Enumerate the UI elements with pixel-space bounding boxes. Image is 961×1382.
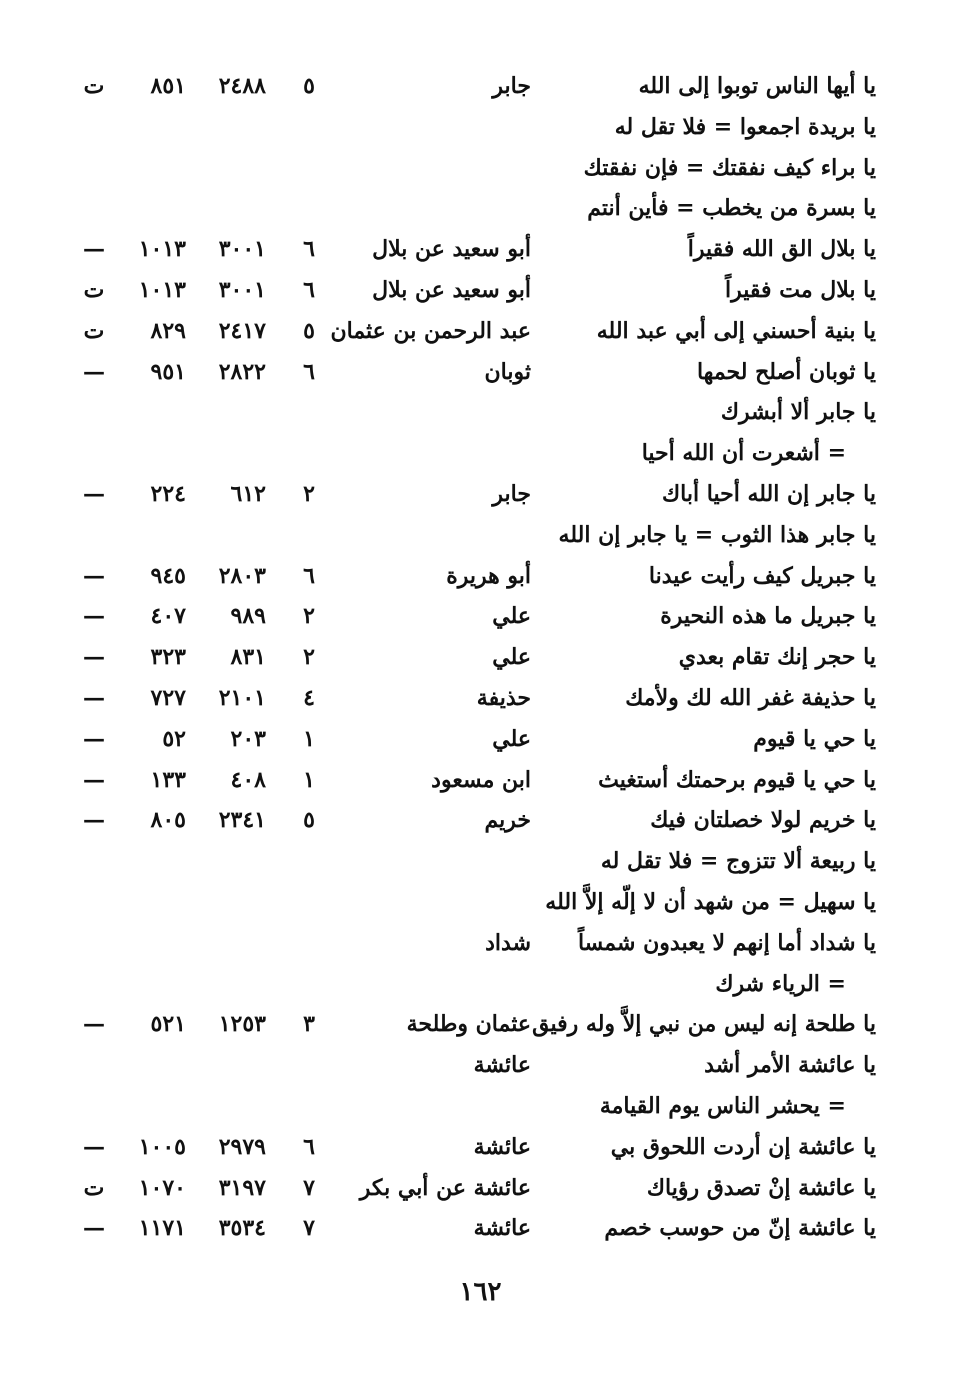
page-reference: ٥٢: [162, 725, 186, 752]
hadith-number: ٣٠٠١: [218, 277, 266, 303]
index-row: [0, 270, 961, 310]
narrator: عائشة: [473, 1133, 531, 1160]
index-row: [0, 923, 961, 963]
volume-number: ٦: [303, 236, 315, 263]
index-row: [0, 841, 961, 881]
index-row: [0, 1004, 961, 1044]
hadith-text: يا جبريل كيف رأيت عيدنا: [648, 562, 876, 589]
narrator: عائشة: [473, 1052, 531, 1079]
page-reference: ١٠٠٥: [138, 1133, 186, 1160]
narrator: عثمان وطلحة: [406, 1011, 531, 1038]
page-reference: ٥٢١: [150, 1011, 186, 1038]
grade-mark: —: [83, 725, 105, 752]
index-row: [0, 392, 961, 432]
hadith-text: يا طلحة إنه ليس من نبي إلاَّ وله رفيق: [532, 1011, 876, 1038]
hadith-text: يا شداد أما إنهم لا يعبدون شمساً: [577, 929, 876, 956]
grade-mark: ت: [83, 73, 105, 99]
hadith-text: يا جبريل ما هذه النحيرة: [660, 603, 876, 630]
narrator: جابر: [492, 481, 531, 507]
page-reference: ١٠٧٠: [138, 1174, 186, 1201]
grade-mark: —: [83, 562, 105, 589]
grade-mark: —: [83, 685, 105, 711]
page-reference: ٨٠٥: [150, 807, 186, 834]
hadith-text: = الرياء شرك: [715, 970, 846, 997]
grade-mark: —: [83, 236, 105, 263]
hadith-text: يا حي يا قيوم برحمتك أستغيث: [598, 766, 876, 793]
grade-mark: —: [83, 644, 105, 671]
narrator: شداد: [485, 929, 531, 956]
hadith-text: يا جابر هذا الثوب = يا جابر إن الله: [558, 521, 876, 548]
page-reference: ٩٤٥: [150, 562, 186, 589]
narrator: جابر: [492, 73, 531, 99]
hadith-text: يا خريم لولا خصلتان فيك: [650, 807, 876, 834]
hadith-text: يا ربيعة ألا تتزوج = فلا تقل له: [600, 848, 876, 875]
hadith-number: ٢٤١٧: [218, 317, 266, 344]
narrator: عائشة عن أبي بكر: [359, 1174, 531, 1201]
index-row: [0, 556, 961, 596]
grade-mark: —: [83, 603, 105, 630]
index-row: [0, 515, 961, 555]
index-row: [0, 311, 961, 351]
narrator: أبو سعيد عن بلال: [372, 236, 531, 263]
hadith-text: = يحشر الناس يوم القيامة: [599, 1093, 846, 1119]
index-row: [0, 637, 961, 677]
volume-number: ١: [303, 766, 315, 793]
page-reference: ٩٥١: [150, 358, 186, 385]
volume-number: ٢: [303, 603, 315, 630]
page-reference: ٣٢٣: [150, 644, 186, 671]
hadith-text: يا حذيفة غفر الله لك ولأمك: [625, 685, 876, 711]
index-row: [0, 882, 961, 922]
hadith-number: ٢٩٧٩: [218, 1133, 266, 1160]
index-row: [0, 1168, 961, 1208]
hadith-number: ٩٨٩: [230, 603, 266, 630]
narrator: علي: [492, 603, 531, 630]
volume-number: ٥: [303, 807, 315, 834]
narrator: ثوبان: [484, 358, 531, 385]
index-row: [0, 964, 961, 1004]
page-reference: ٨٢٩: [150, 317, 186, 344]
page-reference: ١٣٣: [150, 766, 186, 793]
page-reference: ١٠١٣: [138, 277, 186, 303]
volume-number: ٧: [303, 1174, 315, 1201]
grade-mark: —: [83, 481, 105, 507]
narrator: حذيفة: [476, 685, 531, 711]
hadith-text: يا ثوبان أصلح لحمها: [696, 358, 876, 385]
narrator: عائشة: [473, 1215, 531, 1242]
volume-number: ٧: [303, 1215, 315, 1242]
index-row: [0, 107, 961, 147]
hadith-number: ٣١٩٧: [218, 1174, 266, 1201]
hadith-text: يا أيها الناس توبوا إلى الله: [638, 73, 876, 99]
hadith-number: ١٢٥٣: [218, 1011, 266, 1038]
index-row: [0, 760, 961, 800]
volume-number: ٢: [303, 481, 315, 507]
index-row: [0, 678, 961, 718]
hadith-text: يا بسرة من يخطب = فأين أنتم: [587, 195, 876, 222]
index-row: [0, 800, 961, 840]
narrator: أبو هريرة: [446, 562, 531, 589]
index-row: [0, 596, 961, 636]
hadith-text: يا عائشة إنْ تصدق رؤياك: [646, 1174, 876, 1201]
hadith-text: يا عائشة إن أردت اللحوق بي: [610, 1133, 876, 1160]
index-row: [0, 1127, 961, 1167]
volume-number: ١: [303, 725, 315, 752]
grade-mark: ت: [83, 277, 105, 303]
hadith-text: = أشعرت أن الله أحيا: [641, 440, 846, 467]
hadith-text: يا جابر إن الله أحيا أباك: [662, 481, 876, 507]
hadith-number: ٣٠٠١: [218, 236, 266, 263]
hadith-number: ٣٥٣٤: [218, 1215, 266, 1242]
hadith-text: يا بنية أحسني إلى أبي عبد الله: [596, 317, 876, 344]
hadith-text: يا عائشة الأمر أشد: [704, 1052, 876, 1079]
hadith-text: يا سهيل = من شهد أن لا إلّه إلاَّ الله: [545, 889, 876, 915]
hadith-number: ٢٨٢٢: [218, 358, 266, 385]
hadith-number: ٤٠٨: [230, 766, 266, 793]
index-row: [0, 352, 961, 392]
hadith-number: ٢١٠١: [218, 685, 266, 711]
grade-mark: —: [83, 766, 105, 793]
narrator: عبد الرحمن بن عثمان: [330, 317, 531, 344]
index-row: [0, 229, 961, 269]
narrator: علي: [492, 725, 531, 752]
hadith-number: ٢٨٠٣: [218, 562, 266, 589]
hadith-number: ٦١٢: [230, 481, 266, 507]
index-row: [0, 1086, 961, 1126]
volume-number: ٥: [303, 317, 315, 344]
page-reference: ٧٢٧: [150, 685, 186, 711]
grade-mark: —: [83, 1215, 105, 1242]
page-reference: ١٠١٣: [138, 236, 186, 263]
volume-number: ٦: [303, 358, 315, 385]
hadith-number: ٢٣٤١: [218, 807, 266, 834]
volume-number: ٢: [303, 644, 315, 671]
grade-mark: —: [83, 807, 105, 834]
hadith-number: ٨٣١: [230, 644, 266, 671]
page-reference: ٤٠٧: [150, 603, 186, 630]
index-row: [0, 1208, 961, 1248]
hadith-number: ٢٠٣: [230, 725, 266, 752]
hadith-number: ٢٤٨٨: [218, 73, 266, 99]
narrator: خريم: [484, 807, 531, 834]
volume-number: ٥: [303, 73, 315, 99]
grade-mark: —: [83, 358, 105, 385]
hadith-text: يا بلال الق الله فقيراً: [687, 236, 876, 263]
hadith-text: يا جابر ألا أبشرك: [720, 399, 876, 426]
grade-mark: ت: [83, 1174, 105, 1201]
volume-number: ٦: [303, 277, 315, 303]
narrator: ابن مسعود: [431, 766, 531, 793]
index-row: [0, 66, 961, 106]
grade-mark: —: [83, 1011, 105, 1038]
index-row: [0, 188, 961, 228]
page-number: ١٦٢: [459, 1277, 502, 1307]
page-reference: ٢٢٤: [150, 481, 186, 507]
index-row: [0, 719, 961, 759]
page-reference: ٨٥١: [150, 73, 186, 99]
hadith-text: يا حجر إنك تقام بعدي: [678, 644, 876, 671]
hadith-text: يا براء كيف نفقتك = فإن نفقتك: [583, 154, 876, 181]
narrator: أبو سعيد عن بلال: [372, 277, 531, 303]
hadith-text: يا بريدة اجمعوا = فلا تقل له: [614, 113, 876, 140]
page-reference: ١١٧١: [138, 1215, 186, 1242]
index-row: [0, 433, 961, 473]
volume-number: ٤: [303, 685, 315, 711]
grade-mark: —: [83, 1133, 105, 1160]
volume-number: ٣: [303, 1011, 315, 1038]
volume-number: ٦: [303, 562, 315, 589]
grade-mark: ت: [83, 317, 105, 344]
hadith-text: يا بلال مت فقيراً: [725, 277, 876, 303]
hadith-text: يا عائشة إنّ من حوسب خصم: [604, 1215, 876, 1242]
index-row: [0, 148, 961, 188]
index-row: [0, 474, 961, 514]
narrator: علي: [492, 644, 531, 671]
index-row: [0, 1045, 961, 1085]
hadith-text: يا حي يا قيوم: [753, 725, 876, 752]
volume-number: ٦: [303, 1133, 315, 1160]
